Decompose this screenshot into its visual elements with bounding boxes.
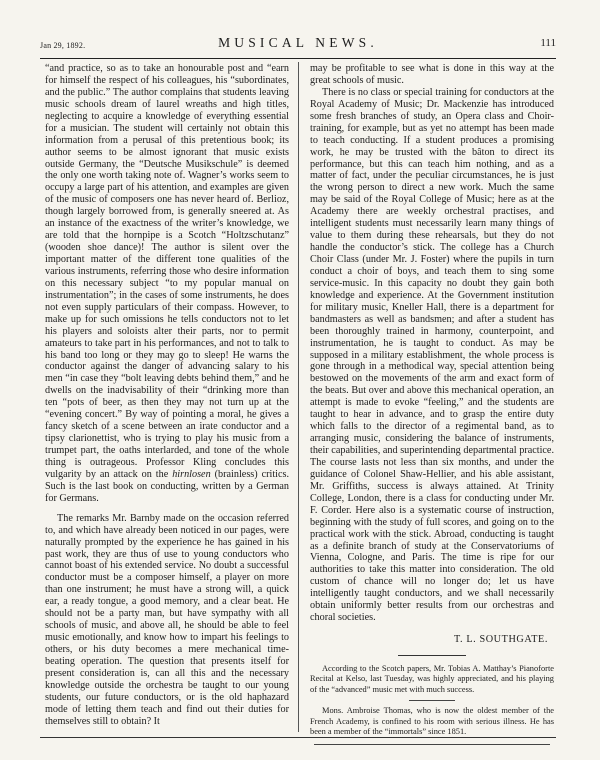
page-number: 111 — [540, 37, 556, 49]
note-paragraph: According to the Scotch papers, Mr. Tobias A. Matthay’s Pianoforte Recital at Kelso, last Tuesday, was highly appreciated, and his playing of the “advanced” music met with much success. — [310, 664, 554, 694]
paragraph-text: “and practice, so as to take an honourable post and “earn for himself the respect of his colleagues, his “subordinates, and the public.” The author complains that students leaving music schools dream of laurel wreaths and high titles, neglecting to acquire a knowledge of everything essential for a musician. The student will certainly not obtain this information from a perusal of this pretentious book; its author seems to be almost ignorant that music exists outside Germany, the “Deutsche Musikschule” is deemed the only one worth taking note of. Wagner’s works seem to occupy a large part of his attention, and examples are given of the music of composers one has never heard of. Berlioz, though largely borrowed from, is generally sneered at. As an instance of the exactness of the writer’s knowledge, we are told that the hornpipe is a Scotch “Holtzschutanz” (wooden shoe dance)! The author is silent over the important matter of the different tone qualities of the various instruments, referring those who desire information on this necessary subject “to my popular manual on instrumentation”; in the cases of some instruments, he does not even supply particulars of their compass. However, to make up for such omissions he tells conductors not to let his players and soloists alter their parts, nor to permit amateurs to take part in his performances, and not to talk to his band too long or they may go to sleep! He warns the conductor against the danger of advancing salary to his men “in case they “bolt leaving debts behind them,” and he dwells on the inadvisability of their “drinking more than ten “pots of beer, as then they may not turn up at the “evening concert.” By way of pointing a moral, he gives a fancy sketch of a scene between an irate conductor and a tipsy clarionettist, who is trying to play his music from a trumpet part, the oaths interlarded, and tone of the whole thing is outrageous. Professor Kling concludes this vulgarity by an attack on the — [45, 63, 289, 480]
note-paragraph: Mons. Ambroise Thomas, who is now the oldest member of the French Academy, is confined to his room with serious illness. He has been a member of the “immortals” since 1851. — [310, 706, 554, 737]
footer-rule — [40, 737, 556, 738]
article-paragraph: may be profitable to see what is done in this way at the great schools of music. — [310, 63, 554, 86]
header-date: Jan 29, 1892. — [40, 41, 86, 50]
article-paragraph: The remarks Mr. Barnby made on the occasion referred to, and which have already been noticed in our pages, were naturally prompted by the experience he has gained in his past work, they are thus of use to young conductors who cannot boast of his extended service. No doubt a successful conductor must be a composer himself, a player on more than one instrument; he must have a strong will, a quick ear, a ready tongue, a good memory, and a clear beat. He should not be a party man, but have sympathy with all schools of music, and above all, he should be able to feel music emotionally, and know how to impart his feelings to others, or his duty becomes a mere mechanical time-beating operation. The question that presents itself for present consideration is, can all this and the necessary knowledge outside the orchestra be taught to our young students, our future conductors, or is the old haphazard mode of letting them teach and find out their duties for themselves still to obtain? It — [45, 512, 289, 727]
left-column — [45, 63, 289, 728]
note-divider — [409, 700, 455, 701]
news-note — [310, 706, 554, 737]
italic-term: hirnlosen — [172, 468, 211, 480]
news-note — [310, 664, 554, 695]
section-divider — [398, 655, 466, 656]
column-divider — [298, 62, 299, 732]
column-end-rule — [314, 744, 550, 745]
page-header — [40, 35, 556, 57]
article-paragraph — [45, 63, 289, 505]
publication-title: MUSICAL NEWS. — [218, 35, 378, 50]
right-column — [310, 63, 554, 749]
article-paragraph: There is no class or special training for conductors at the Royal Academy of Music; Dr. Mackenzie has introduced some fresh branches of study, an Opera class and Choir-training, for example, but as yet no attempt has been made to teach conducting. If a student produces a promising work, he may be trusted with the bâton to direct its performance, but this can teach him nothing, and as a matter of fact, under the peculiar circumstances, he is just the wrong person to direct a new work. Much the same may be said of the Royal College of Music; here as at the Academy there are weekly orchestral practises, and intelligent students must necessarily learn many things of value to them during these rehearsals, but they do not handle the conductor’s stick. The college has a Church Choir Class (under Mr. J. Foster) where the pupils in turn conduct a choir of boys, and teach them to sing some service-music. In this capacity no doubt they gain both knowledge and experience. At the Government institution for military music, Kneller Hall, there is a department for bandmasters as well as bandsmen; and after a student has been thoroughly trained in harmony, counterpoint, and instrumentation, he is taught to conduct. As may be supposed in a military establishment, the whole process is gone through in a methodical way, special attention being bestowed on the movements of the arm and exact form of the beats. But over and above this mechanical operation, an attempt is made to evoke “feeling,” and the students are taught to hear in advance, and to grasp the entire duty which falls to the director of a regimental band, as to arranging music, considering the balance of instruments, their capabilities, and superintending departmental practice. The course lasts not less than six months, and under the guidance of Colonel Shaw-Hellier, and his able assistant, Mr. Griffiths, success is always attained. At Trinity College, London, there is a class for conducting under Mr. F. Corder. Here also is a systematic course of instruction, beginning with the study of full scores, and going on to the practical work with the stick. Abroad, conducting is taught as a definite branch of study at the Conservatoriums of Vienna, Cologne, and Paris. The time is ripe for our authorities to take this matter into consideration. The old custom of chance will no longer do; let us have intelligently taught conductors, and we shall necessarily obtain uniformly better results from our orchestras and choral societies. — [310, 86, 554, 624]
author-signature: T. L. SOUTHGATE. — [453, 634, 548, 646]
header-rule — [40, 58, 556, 59]
paragraph-text: (brainless) critics. Such is the last book on conducting, written by a German for Germans. — [45, 468, 290, 504]
